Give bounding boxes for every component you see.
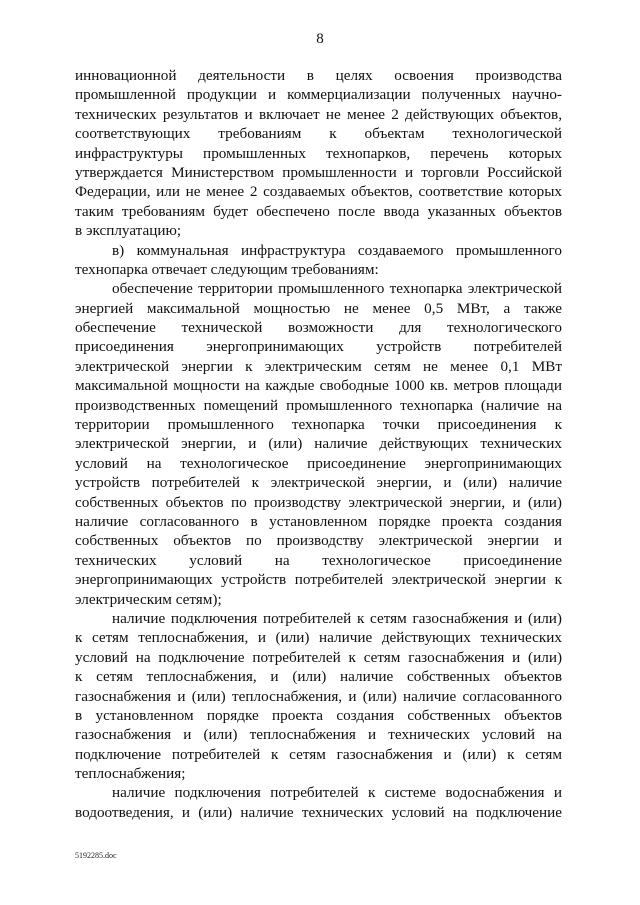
- text-line: условий на подключение потребителей к сетям газоснабжения и (или): [75, 648, 562, 666]
- text-line: наличие согласованного в установленном порядке проекта создания: [75, 512, 562, 530]
- text-line: электрической энергии, и (или) наличие действующих технических: [75, 435, 562, 453]
- text-line: наличие подключения потребителей к сетям газоснабжения и (или): [112, 609, 562, 627]
- text-line: инфраструктуры промышленных технопарков, перечень которых: [75, 144, 562, 162]
- text-line: энергопринимающих устройств потребителей электрической энергии к: [75, 571, 562, 589]
- text-line: территории промышленного технопарка точки присоединения к: [75, 416, 562, 434]
- text-line: энергией максимальной мощностью не менее 0,5 МВт, а также: [75, 299, 562, 317]
- text-line: в) коммунальная инфраструктура создаваемого промышленного: [112, 241, 562, 259]
- text-line: теплоснабжения;: [75, 765, 186, 783]
- text-line: соответствующих требованиям к объектам технологической: [75, 125, 562, 143]
- text-line: газоснабжения и (или) теплоснабжения, и (или) наличие согласованного: [75, 687, 562, 705]
- text-line: технических условий на технологическое присоединение: [75, 551, 562, 569]
- text-line: условий на технологическое присоединение энергопринимающих: [75, 454, 562, 472]
- text-line: к сетям теплоснабжения, и (или) наличие действующих технических: [75, 629, 562, 647]
- text-line: собственных объектов по производству электрической энергии, и (или): [75, 493, 562, 511]
- document-body: [75, 66, 562, 822]
- text-line: присоединения энергопринимающих устройств потребителей: [75, 338, 562, 356]
- text-line: обеспечение технической возможности для технологического: [75, 319, 562, 337]
- text-line: Федерации, или не менее 2 создаваемых объектов, соответствие которых: [75, 183, 562, 201]
- page-number: 8: [316, 31, 324, 47]
- text-line: наличие подключения потребителей к системе водоснабжения и: [112, 784, 562, 802]
- text-line: таким требованиям будет обеспечено после ввода указанных объектов: [75, 202, 562, 220]
- text-line: газоснабжения и (или) теплоснабжения и технических условий на: [75, 726, 562, 744]
- text-line: к сетям теплоснабжения, и (или) наличие собственных объектов: [75, 668, 562, 686]
- text-line: инновационной деятельности в целях освоения производства: [75, 67, 562, 84]
- text-line: технических результатов и включает не менее 2 действующих объектов,: [75, 105, 562, 123]
- text-line: в установленном порядке проекта создания собственных объектов: [75, 706, 562, 724]
- document-footer-filename: 5192285.doc: [75, 851, 117, 860]
- text-line: подключение потребителей к сетям газоснабжения и (или) к сетям: [75, 745, 562, 763]
- text-line: максимальной мощности на каждые свободные 1000 кв. метров площади: [75, 377, 562, 395]
- text-line: собственных объектов по производству электрической энергии и: [75, 532, 562, 550]
- text-line: водоотведения, и (или) наличие технических условий на подключение: [75, 803, 562, 821]
- text-line: утверждается Министерством промышленности и торговли Российской: [75, 163, 562, 181]
- text-line: электрическим сетям);: [75, 590, 222, 608]
- text-line: обеспечение территории промышленного технопарка электрической: [112, 280, 562, 298]
- text-line: технопарка отвечает следующим требованиям:: [75, 260, 379, 278]
- text-line: производственных помещений промышленного технопарка (наличие на: [75, 396, 562, 414]
- text-line: устройств потребителей к электрической энергии, и (или) наличие: [75, 474, 562, 492]
- text-line: промышленной продукции и коммерциализации полученных научно-: [75, 86, 562, 104]
- text-line: электрической энергии к электрическим сетям не менее 0,1 МВт: [75, 357, 562, 375]
- text-line: в эксплуатацию;: [75, 222, 182, 240]
